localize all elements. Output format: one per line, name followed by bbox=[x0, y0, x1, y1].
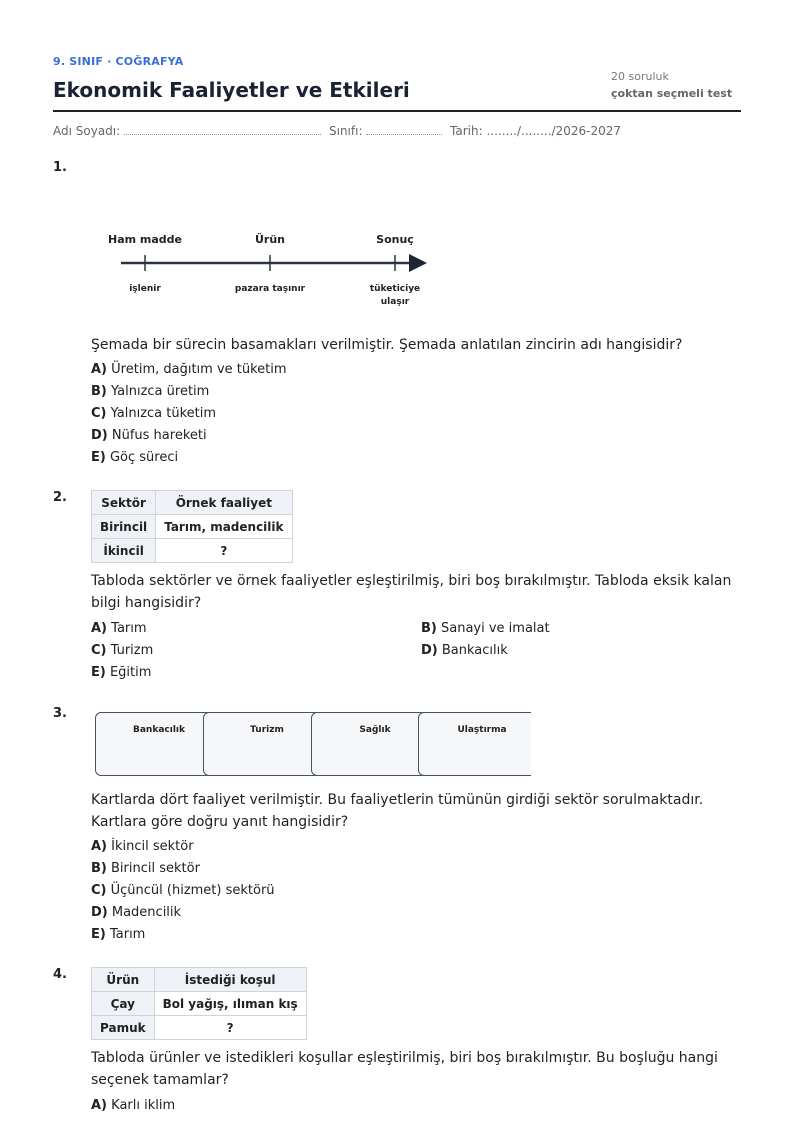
table-row bbox=[92, 1016, 307, 1040]
q2-option-a[interactable] bbox=[91, 621, 147, 636]
q4-option-a[interactable] bbox=[91, 1098, 175, 1113]
name-blank[interactable] bbox=[124, 125, 321, 135]
date-field bbox=[450, 124, 621, 138]
card-label: Bankacılık bbox=[133, 725, 185, 735]
q3-option-b[interactable] bbox=[91, 861, 200, 876]
question-3-cards bbox=[91, 710, 531, 778]
option-letter: C) bbox=[91, 643, 107, 658]
card-label: Turizm bbox=[250, 725, 284, 735]
q2-option-d[interactable] bbox=[421, 643, 508, 658]
q1-option-a[interactable] bbox=[91, 362, 287, 377]
option-letter: E) bbox=[91, 927, 106, 942]
card-label: Sağlık bbox=[359, 725, 391, 735]
question-2-stem: Tabloda sektörler ve örnek faaliyetler eşleştirilmiş, biri boş bırakılmıştır. Tabloda eksik kalan bilgi hangisidir? bbox=[91, 573, 732, 611]
option-text: Birincil sektör bbox=[111, 861, 200, 876]
question-1-stem: Şemada bir sürecin basamakları verilmiştir. Şemada anlatılan zincirin adı hangisidir? bbox=[91, 337, 683, 353]
table-cell: Bol yağış, ılıman kış bbox=[154, 992, 306, 1016]
option-letter: A) bbox=[91, 362, 108, 377]
chain-arrow-head bbox=[409, 254, 427, 272]
option-letter: A) bbox=[91, 839, 108, 854]
q2-option-e[interactable] bbox=[91, 665, 151, 680]
q1-option-d[interactable] bbox=[91, 428, 207, 443]
date-value: ......../......../2026-2027 bbox=[486, 124, 621, 138]
q1-option-e[interactable] bbox=[91, 450, 178, 465]
test-type: çoktan seçmeli test bbox=[611, 87, 733, 100]
option-text: Madencilik bbox=[111, 905, 182, 920]
name-field[interactable] bbox=[53, 124, 321, 138]
option-text: Yalnızca tüketim bbox=[110, 406, 217, 421]
table-row bbox=[92, 515, 293, 539]
option-text: Tarım bbox=[109, 927, 146, 942]
date-label: Tarih: bbox=[450, 124, 483, 138]
table-cell: ? bbox=[154, 1016, 306, 1040]
question-2-number: 2. bbox=[53, 490, 67, 505]
class-label: Sınıfı: bbox=[329, 124, 363, 138]
option-text: Göç süreci bbox=[109, 450, 179, 465]
option-text: Tarım bbox=[111, 621, 147, 636]
option-text: Eğitim bbox=[109, 665, 152, 680]
card-label: Ulaştırma bbox=[457, 725, 507, 735]
option-letter: D) bbox=[91, 905, 108, 920]
chain-bottom-label-1: işlenir bbox=[129, 284, 161, 294]
chain-bottom-label-3: tüketiciye ulaşır bbox=[369, 284, 421, 307]
table-cell: Birincil bbox=[92, 515, 156, 539]
q1-option-c[interactable] bbox=[91, 406, 216, 421]
table-cell: İkincil bbox=[92, 539, 156, 563]
table-header-row bbox=[92, 968, 307, 992]
table-header-row bbox=[92, 491, 293, 515]
table-cell: Tarım, madencilik bbox=[156, 515, 292, 539]
option-text: Üçüncül (hizmet) sektörü bbox=[110, 883, 275, 898]
q1-option-b[interactable] bbox=[91, 384, 209, 399]
option-letter: C) bbox=[91, 883, 107, 898]
chain-bottom-label-2: pazara taşınır bbox=[234, 284, 306, 294]
question-4-number: 4. bbox=[53, 967, 67, 982]
question-3-number: 3. bbox=[53, 706, 67, 721]
question-1-number: 1. bbox=[53, 160, 67, 175]
table-header-cell: Sektör bbox=[92, 491, 156, 515]
option-letter: D) bbox=[91, 428, 108, 443]
test-meta bbox=[611, 70, 741, 100]
q3-option-e[interactable] bbox=[91, 927, 145, 942]
question-count: 20 soruluk bbox=[611, 70, 669, 83]
table-cell: Çay bbox=[92, 992, 155, 1016]
option-text: Bankacılık bbox=[441, 643, 508, 658]
option-letter: E) bbox=[91, 450, 106, 465]
option-text: Turizm bbox=[110, 643, 154, 658]
table-header-cell: İstediği koşul bbox=[154, 968, 306, 992]
table-row bbox=[92, 539, 293, 563]
option-letter: D) bbox=[421, 643, 438, 658]
option-letter: B) bbox=[91, 384, 107, 399]
q2-option-b[interactable] bbox=[421, 621, 550, 636]
option-letter: C) bbox=[91, 406, 107, 421]
class-field[interactable] bbox=[329, 124, 442, 138]
page-title: Ekonomik Faaliyetler ve Etkileri bbox=[53, 78, 410, 102]
option-letter: E) bbox=[91, 665, 106, 680]
option-letter: A) bbox=[91, 1098, 108, 1113]
table-row bbox=[92, 992, 307, 1016]
option-letter: A) bbox=[91, 621, 108, 636]
chain-top-label-3: Sonuç bbox=[376, 233, 414, 246]
question-2-table bbox=[91, 490, 293, 563]
table-cell: ? bbox=[156, 539, 292, 563]
chain-top-label-1: Ham madde bbox=[107, 233, 183, 246]
table-cell: Pamuk bbox=[92, 1016, 155, 1040]
question-4-table bbox=[91, 967, 307, 1040]
question-3-stem: Kartlarda dört faaliyet verilmiştir. Bu faaliyetlerin tümünün girdiği sektör sorulmaktadır. Kartlara göre doğru yanıt hangisidir? bbox=[91, 792, 704, 830]
q2-option-c[interactable] bbox=[91, 643, 153, 658]
option-text: Karlı iklim bbox=[111, 1098, 176, 1113]
question-4-stem: Tabloda ürünler ve istedikleri koşullar eşleştirilmiş, biri boş bırakılmıştır. Bu boşluğu hangi seçenek tamamlar? bbox=[91, 1050, 718, 1088]
chain-top-label-2: Ürün bbox=[254, 233, 286, 246]
subject-kicker: 9. SINIF · COĞRAFYA bbox=[53, 55, 184, 68]
q3-option-a[interactable] bbox=[91, 839, 194, 854]
option-letter: B) bbox=[91, 861, 107, 876]
option-text: Sanayi ve imalat bbox=[441, 621, 550, 636]
activity-card bbox=[418, 712, 531, 776]
header bbox=[53, 52, 741, 112]
name-label: Adı Soyadı: bbox=[53, 124, 121, 138]
table-header-cell: Ürün bbox=[92, 968, 155, 992]
option-text: Nüfus hareketi bbox=[111, 428, 207, 443]
q3-option-c[interactable] bbox=[91, 883, 275, 898]
option-text: Üretim, dağıtım ve tüketim bbox=[111, 362, 287, 377]
q3-option-d[interactable] bbox=[91, 905, 181, 920]
option-letter: B) bbox=[421, 621, 437, 636]
student-fields bbox=[53, 124, 741, 140]
option-text: Yalnızca üretim bbox=[111, 384, 210, 399]
question-1-chain-diagram bbox=[91, 226, 451, 316]
class-blank[interactable] bbox=[366, 125, 442, 135]
option-text: İkincil sektör bbox=[111, 839, 194, 854]
table-header-cell: Örnek faaliyet bbox=[156, 491, 292, 515]
